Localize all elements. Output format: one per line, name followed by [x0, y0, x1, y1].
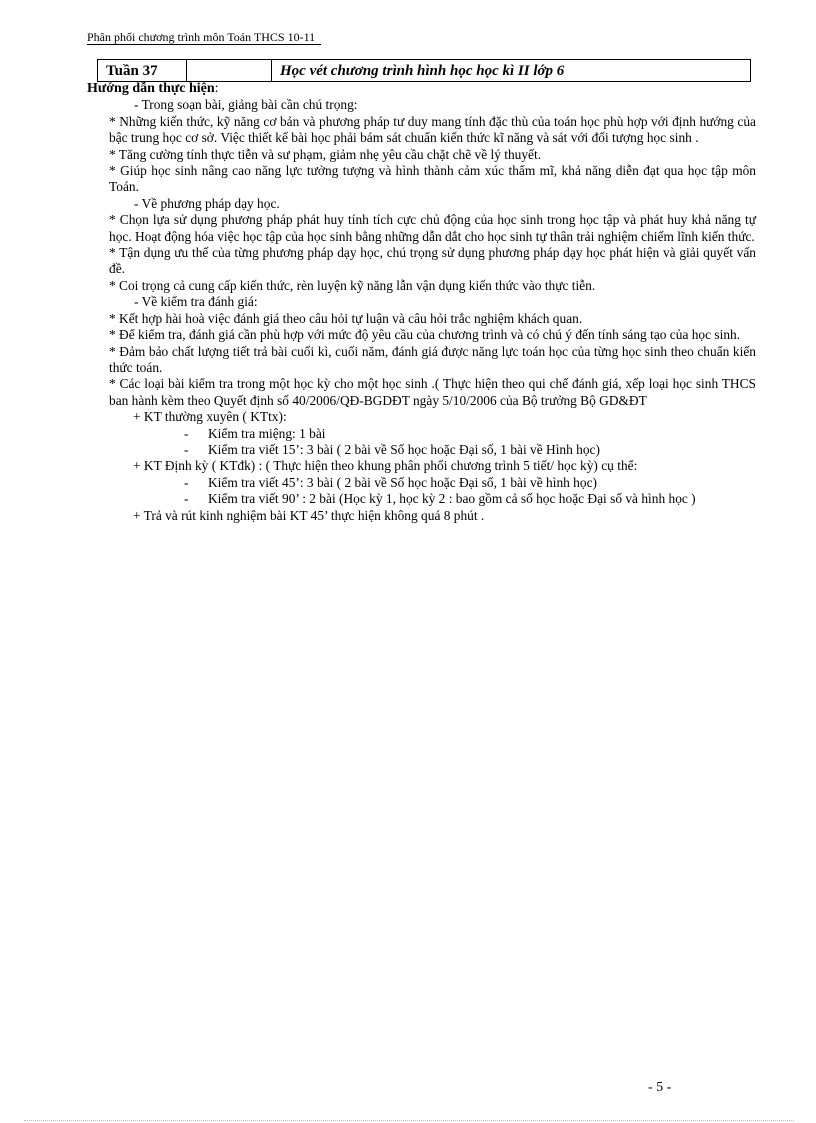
dash-mark: -	[184, 491, 189, 507]
guide-heading	[87, 81, 756, 97]
guide-line: * Tận dụng ưu thế của từng phương pháp dạy học, chú trọng sử dụng phương pháp dạy học phát hiện và giải quyết vấn đề.	[109, 245, 756, 277]
week-row	[98, 60, 751, 82]
guide-line: * Kết hợp hài hoà việc đánh giá theo câu hỏi tự luận và câu hỏi trắc nghiệm khách quan.	[109, 310, 583, 326]
guide-line: * Chọn lựa sử dụng phương pháp phát huy tính tích cực chủ động của học sinh trong học tập và phát huy khả năng tự học. Hoạt động hóa việc học tập của học sinh bằng những dẫn dắt cho học sinh tự thân trải nghiệm chiếm lĩnh kiến thức.	[109, 212, 756, 244]
blank-cell	[187, 60, 272, 82]
dash-text: Kiểm tra viết 90’ : 2 bài (Học kỳ 1, học kỳ 2 : bao gồm cả số học hoặc Đại số và hình học )	[208, 491, 696, 507]
guide-line: * Đảm bảo chất lượng tiết trả bài cuối kì, cuối năm, đánh giá được năng lực toán học của từng học sinh theo chuẩn kiến thức toán.	[109, 343, 756, 375]
dash-text: Kiểm tra viết 45’: 3 bài ( 2 bài về Số học hoặc Đại số, 1 bài về hình học)	[208, 474, 597, 490]
guide-line: + KT thường xuyên ( KTtx):	[133, 409, 287, 425]
week-table	[97, 59, 751, 82]
guide-dash-line	[87, 475, 756, 491]
guide-line: * Để kiểm tra, đánh giá cần phù hợp với mức độ yêu cầu của chương trình và có chú ý đến tính sáng tạo của học sinh.	[109, 327, 741, 343]
guide-line: * Coi trọng cả cung cấp kiến thức, rèn luyện kỹ năng lẫn vận dụng kiến thức vào thực tiễn.	[109, 277, 596, 293]
guide-line: - Về kiểm tra đánh giá:	[134, 294, 258, 310]
footer-divider	[24, 1120, 794, 1121]
guide-line: * Những kiến thức, kỹ năng cơ bản và phương pháp tư duy mang tính đặc thù của toán học phù hợp với định hướng của bậc trung học cơ sở. Việc thiết kế bài học phải bám sát chuẩn kiến thức kĩ năng và sát với đối tượng học sinh .	[109, 113, 756, 146]
running-header	[87, 30, 321, 45]
guide-dash-line	[87, 491, 756, 507]
week-cell: Tuần 37	[98, 60, 187, 82]
guide-section	[87, 81, 756, 524]
dash-text: Kiểm tra viết 15’: 3 bài ( 2 bài về Số học hoặc Đại số, 1 bài về Hình học)	[208, 441, 600, 457]
guide-line: - Trong soạn bài, giảng bài cần chú trọng:	[134, 97, 358, 113]
dash-text: Kiểm tra miệng: 1 bài	[208, 425, 326, 441]
guide-heading-colon: :	[214, 81, 219, 96]
guide-dash-line	[87, 426, 756, 442]
guide-line: * Các loại bài kiểm tra trong một học kỳ cho một học sinh .( Thực hiện theo qui chế đánh giá, xếp loại học sinh THCS ban hành kèm theo Quyết định số 40/2006/QĐ-BGDĐT ngày 5/10/2006 của Bộ trưởng Bộ GD&ĐT	[109, 376, 756, 408]
guide-line: + Trả và rút kinh nghiệm bài KT 45’ thực hiện không quá 8 phút .	[133, 507, 485, 523]
dash-mark: -	[184, 474, 189, 490]
guide-line: * Tăng cường tính thực tiễn và sư phạm, giảm nhẹ yêu cầu chặt chẽ về lý thuyết.	[109, 146, 542, 162]
dash-mark: -	[184, 425, 189, 441]
guide-dash-line	[87, 442, 756, 458]
topic-cell: Học vét chương trình hình học học kì II lớp 6	[272, 60, 751, 82]
running-title: Phân phối chương trình môn Toán THCS 10-11	[87, 30, 316, 44]
guide-heading-text: Hướng dẫn thực hiện	[87, 81, 215, 96]
guide-line: - Về phương pháp dạy học.	[134, 195, 280, 211]
dash-mark: -	[184, 441, 189, 457]
guide-line: + KT Định kỳ ( KTđk) : ( Thực hiện theo khung phân phối chương trình 5 tiết/ học kỳ) cụ thể:	[133, 458, 638, 474]
guide-line: * Giúp học sinh nâng cao năng lực tưởng tượng và hình thành cảm xúc thẩm mĩ, khả năng diễn đạt qua học tập môn Toán.	[109, 163, 756, 195]
page-number: - 5 -	[648, 1080, 672, 1095]
